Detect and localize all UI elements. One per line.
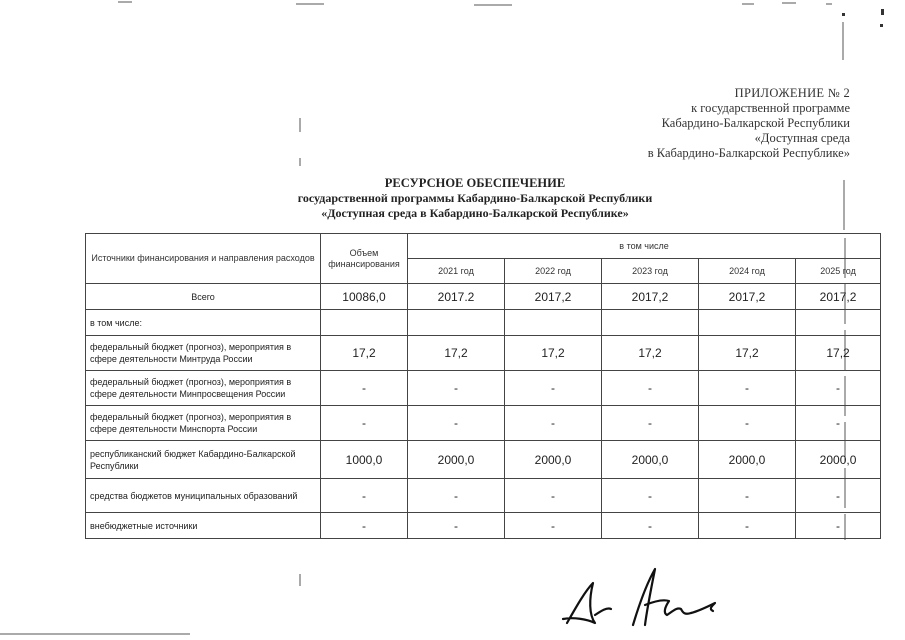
- appendix-line: к государственной программе: [691, 101, 850, 115]
- row-source: федеральный бюджет (прогноз), мероприятия в сфере деятельности Минпросвещения России: [86, 371, 321, 406]
- row-value: 2017,2: [699, 284, 796, 310]
- row-volume: -: [321, 513, 408, 539]
- document-title: [240, 176, 710, 221]
- header-year: 2024 год: [699, 259, 796, 284]
- row-volume: -: [321, 406, 408, 441]
- row-value: -: [408, 479, 505, 513]
- row-value: -: [796, 513, 881, 539]
- table-row: [86, 441, 881, 479]
- row-value: [505, 310, 602, 336]
- row-value: -: [796, 406, 881, 441]
- row-value: -: [505, 479, 602, 513]
- row-value: -: [796, 479, 881, 513]
- row-source: республиканский бюджет Кабардино-Балкарской Республики: [86, 441, 321, 479]
- appendix-line: «Доступная среда: [754, 131, 850, 145]
- row-volume: 1000,0: [321, 441, 408, 479]
- appendix-line: в Кабардино-Балкарской Республике»: [647, 146, 850, 160]
- row-value: -: [408, 371, 505, 406]
- row-value: 2000,0: [796, 441, 881, 479]
- row-value: -: [505, 371, 602, 406]
- row-value: -: [796, 371, 881, 406]
- row-value: -: [602, 479, 699, 513]
- header-year: 2021 год: [408, 259, 505, 284]
- title-line: РЕСУРСНОЕ ОБЕСПЕЧЕНИЕ: [384, 176, 566, 190]
- row-value: -: [602, 371, 699, 406]
- row-value: 17,2: [796, 336, 881, 371]
- row-volume: [321, 310, 408, 336]
- row-value: -: [699, 479, 796, 513]
- funding-table: [85, 233, 881, 539]
- row-value: -: [602, 513, 699, 539]
- table-row: [86, 513, 881, 539]
- row-value: 2000,0: [602, 441, 699, 479]
- table-row: [86, 310, 881, 336]
- header-year: 2023 год: [602, 259, 699, 284]
- row-value: 2017.2: [408, 284, 505, 310]
- row-value: 2017,2: [796, 284, 881, 310]
- row-value: -: [408, 513, 505, 539]
- title-line: «Доступная среда в Кабардино-Балкарской Республике»: [321, 206, 629, 220]
- row-value: 2017,2: [505, 284, 602, 310]
- row-value: 17,2: [699, 336, 796, 371]
- title-line: государственной программы Кабардино-Балкарской Республики: [297, 191, 653, 205]
- row-value: 2000,0: [505, 441, 602, 479]
- row-volume: -: [321, 371, 408, 406]
- row-source: федеральный бюджет (прогноз), мероприятия в сфере деятельности Минспорта России: [86, 406, 321, 441]
- row-value: 17,2: [505, 336, 602, 371]
- row-source: федеральный бюджет (прогноз), мероприятия в сфере деятельности Минтруда России: [86, 336, 321, 371]
- row-value: [408, 310, 505, 336]
- row-value: -: [699, 513, 796, 539]
- row-value: -: [505, 513, 602, 539]
- appendix-header: [560, 86, 850, 161]
- row-value: -: [505, 406, 602, 441]
- row-volume: -: [321, 479, 408, 513]
- row-value: [699, 310, 796, 336]
- header-including: в том числе: [408, 234, 881, 259]
- handwritten-signature: [555, 565, 735, 637]
- row-value: [602, 310, 699, 336]
- row-source: в том числе:: [86, 310, 321, 336]
- header-volume: Объем финансирования: [321, 234, 408, 284]
- appendix-number: ПРИЛОЖЕНИЕ № 2: [734, 86, 850, 100]
- row-source: Всего: [86, 284, 321, 310]
- row-value: 2000,0: [408, 441, 505, 479]
- row-value: 17,2: [602, 336, 699, 371]
- table-row: [86, 479, 881, 513]
- row-value: [796, 310, 881, 336]
- row-volume: 17,2: [321, 336, 408, 371]
- appendix-line: Кабардино-Балкарской Республики: [661, 116, 850, 130]
- row-value: -: [602, 406, 699, 441]
- table-row: [86, 336, 881, 371]
- table-row: [86, 371, 881, 406]
- table-row: [86, 284, 881, 310]
- header-year: 2025 год: [796, 259, 881, 284]
- row-value: 2000,0: [699, 441, 796, 479]
- table-row: [86, 406, 881, 441]
- row-value: -: [699, 406, 796, 441]
- row-value: 2017,2: [602, 284, 699, 310]
- header-sources: Источники финансирования и направления расходов: [86, 234, 321, 284]
- row-value: -: [699, 371, 796, 406]
- row-source: внебюджетные источники: [86, 513, 321, 539]
- row-value: 17,2: [408, 336, 505, 371]
- row-volume: 10086,0: [321, 284, 408, 310]
- row-value: -: [408, 406, 505, 441]
- header-year: 2022 год: [505, 259, 602, 284]
- row-source: средства бюджетов муниципальных образований: [86, 479, 321, 513]
